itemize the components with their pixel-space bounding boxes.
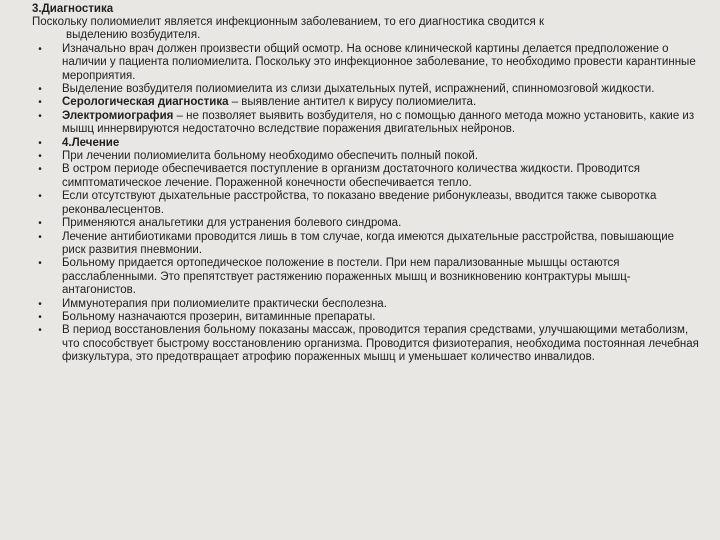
list-item-text: В период восстановления больному показаны массаж, проводится терапия средствами, улучшающими метаболизм, что способствует быстрому восстановлению организма. Проводится физиотерапия, необходима постоянная лечебная физкультура, это предотвращает атрофию пораженных мышц и уменьшает количество инвалидов. bbox=[62, 324, 699, 364]
list-item bbox=[34, 324, 700, 364]
list-item bbox=[34, 43, 700, 83]
list-item bbox=[34, 298, 700, 311]
list-item bbox=[34, 83, 700, 96]
bullet-icon: • bbox=[38, 325, 42, 337]
bullet-icon: • bbox=[38, 311, 42, 323]
list-item bbox=[34, 217, 700, 230]
list-item bbox=[34, 257, 700, 297]
list-item-bold-text: 4.Лечение bbox=[62, 136, 120, 149]
bullet-icon: • bbox=[38, 298, 42, 310]
list-item-text: Изначально врач должен произвести общий осмотр. На основе клинической картины делается предположение о наличии у пациента полиомиелита. Поскольку это инфекционное заболевание, то необходимо провести карантинные мероприятия. bbox=[62, 42, 696, 82]
bullet-icon: • bbox=[38, 218, 42, 230]
bullet-icon: • bbox=[38, 191, 42, 203]
list-item-text: Больному придается ортопедическое положение в постели. При нем парализованные мышцы остаются расслабленными. Это препятствует растяжению пораженных мышц и возникновению контрактуры мышц-антагонистов. bbox=[62, 257, 631, 297]
list-item-text: – не позволяет выявить возбудителя, но с помощью данного метода можно установить, какие из мышц иннервируются недостаточно вследствие поражения двигательных нейронов. bbox=[62, 109, 695, 136]
bullet-icon: • bbox=[38, 110, 42, 122]
bullet-list bbox=[34, 43, 700, 365]
bullet-icon: • bbox=[38, 43, 42, 55]
list-item-text: Применяются анальгетики для устранения болевого синдрома. bbox=[62, 217, 402, 230]
bullet-icon: • bbox=[38, 84, 42, 96]
bullet-icon: • bbox=[38, 151, 42, 163]
list-item bbox=[34, 190, 700, 217]
list-item-text: Если отсутствуют дыхательные расстройства, то показано введение рибонуклеазы, вводится также сыворотка реконвалесцентов. bbox=[62, 190, 657, 216]
list-item-text: При лечении полиомиелита больному необходимо обеспечить полный покой. bbox=[62, 150, 479, 163]
bullet-icon: • bbox=[38, 258, 42, 270]
list-item-text: В остром периоде обеспечивается поступление в организм достаточного количества жидкости. Проводится симптоматическое лечение. Пораженной конечности обеспечивается тепло. bbox=[62, 163, 640, 189]
bullet-icon: • bbox=[38, 97, 42, 109]
list-item-text: Лечение антибиотиками проводится лишь в том случае, когда имеются дыхательные расстройства, повышающие риск развития пневмонии. bbox=[62, 230, 675, 256]
list-item bbox=[34, 231, 700, 258]
list-item-text: Выделение возбудителя полиомиелита из слизи дыхательных путей, испражнений, спинномозговой жидкости. bbox=[62, 83, 655, 96]
list-item-text: Больному назначаются прозерин, витаминные препараты. bbox=[62, 310, 376, 323]
section-heading: 3.Диагностика bbox=[32, 3, 114, 15]
intro-second-line: выделению возбудителя. bbox=[66, 29, 201, 42]
intro-paragraph bbox=[32, 16, 700, 43]
list-item-text: – выявление антител к вирусу полиомиелита. bbox=[228, 96, 477, 109]
list-item-text: Иммунотерапия при полиомиелите практически бесполезна. bbox=[62, 297, 387, 310]
bullet-icon: • bbox=[38, 137, 42, 149]
list-item bbox=[34, 311, 700, 324]
list-item-bold-text: Электромиография bbox=[62, 109, 174, 122]
list-item bbox=[34, 110, 700, 137]
intro-first-line: Поскольку полиомиелит является инфекционным заболеванием, то его диагностика сводится к bbox=[32, 16, 544, 28]
bullet-icon: • bbox=[38, 231, 42, 243]
list-item bbox=[34, 163, 700, 190]
list-item bbox=[34, 137, 700, 150]
list-item-bold-text: Серологическая диагностика bbox=[62, 96, 229, 109]
list-item bbox=[34, 96, 700, 109]
bullet-icon: • bbox=[38, 164, 42, 176]
list-item bbox=[34, 150, 700, 163]
